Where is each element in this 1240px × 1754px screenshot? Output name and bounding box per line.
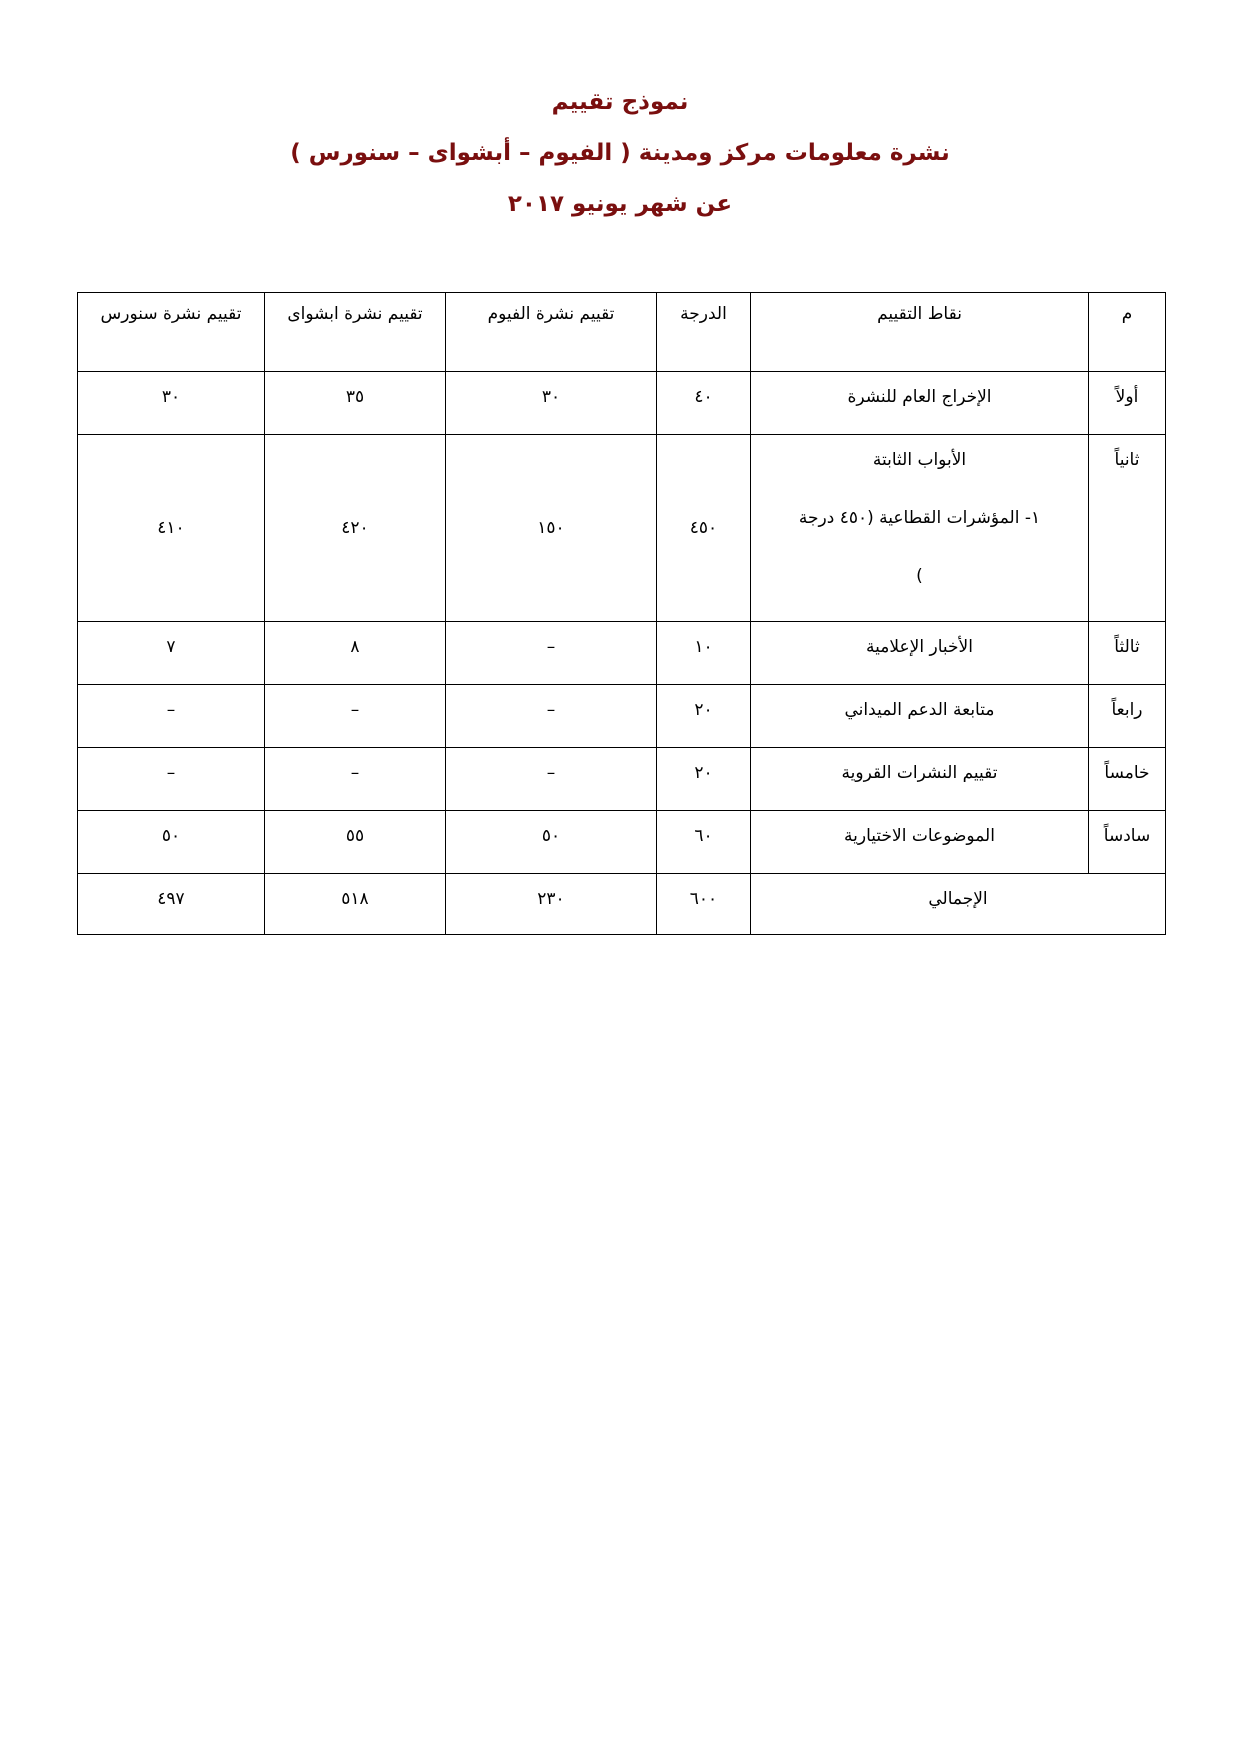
header-points: نقاط التقييم [751, 293, 1089, 372]
table-row [78, 435, 1166, 622]
row-points: الإخراج العام للنشرة [751, 372, 1089, 435]
table-header-row [78, 293, 1166, 372]
row-sinnuris: – [78, 685, 265, 748]
row-index: رابعاً [1089, 685, 1166, 748]
row-degree: ٦٠ [657, 811, 751, 874]
row-points [751, 435, 1089, 622]
row-fayoum: – [446, 685, 657, 748]
header-index: م [1089, 293, 1166, 372]
row-degree: ٤٥٠ [657, 435, 751, 622]
row-degree: ٢٠ [657, 748, 751, 811]
row-degree: ١٠ [657, 622, 751, 685]
row-fayoum: ٣٠ [446, 372, 657, 435]
total-degree: ٦٠٠ [657, 874, 751, 935]
row-sinnuris: ٧ [78, 622, 265, 685]
row-fayoum: ١٥٠ [446, 435, 657, 622]
table-row [78, 748, 1166, 811]
document-header [0, 90, 1240, 216]
row-index: ثالثاً [1089, 622, 1166, 685]
row-ibshway: ٤٢٠ [265, 435, 446, 622]
table-row [78, 685, 1166, 748]
row-degree: ٢٠ [657, 685, 751, 748]
row-points: الأخبار الإعلامية [751, 622, 1089, 685]
row-points: متابعة الدعم الميداني [751, 685, 1089, 748]
total-sinnuris: ٤٩٧ [78, 874, 265, 935]
row-degree: ٤٠ [657, 372, 751, 435]
row-sinnuris: ٣٠ [78, 372, 265, 435]
row-ibshway: ٣٥ [265, 372, 446, 435]
row-points: تقييم النشرات القروية [751, 748, 1089, 811]
row-sinnuris: – [78, 748, 265, 811]
table-row [78, 811, 1166, 874]
row-ibshway: – [265, 685, 446, 748]
points-line3: ) [916, 566, 923, 586]
header-degree: الدرجة [657, 293, 751, 372]
points-title: الأبواب الثابتة [872, 450, 967, 470]
evaluation-table [77, 292, 1166, 935]
row-index: سادساً [1089, 811, 1166, 874]
form-title: نموذج تقييم [551, 89, 689, 115]
header-sinnuris: تقييم نشرة سنورس [78, 293, 265, 372]
row-index: خامساً [1089, 748, 1166, 811]
row-ibshway: ٥٥ [265, 811, 446, 874]
table-total-row [78, 874, 1166, 935]
table-row [78, 622, 1166, 685]
row-index: أولاً [1089, 372, 1166, 435]
table-row [78, 372, 1166, 435]
points-line2: ١- المؤشرات القطاعية (٤٥٠ درجة [798, 508, 1041, 528]
total-label: الإجمالي [751, 874, 1166, 935]
row-sinnuris: ٤١٠ [78, 435, 265, 622]
row-sinnuris: ٥٠ [78, 811, 265, 874]
row-points: الموضوعات الاختيارية [751, 811, 1089, 874]
bulletin-title: نشرة معلومات مركز ومدينة ( الفيوم – أبشواى – سنورس ) [290, 140, 950, 166]
row-ibshway: – [265, 748, 446, 811]
row-fayoum: ٥٠ [446, 811, 657, 874]
row-fayoum: – [446, 748, 657, 811]
header-ibshway: تقييم نشرة ابشواى [265, 293, 446, 372]
total-ibshway: ٥١٨ [265, 874, 446, 935]
total-fayoum: ٢٣٠ [446, 874, 657, 935]
period-title: عن شهر يونيو ٢٠١٧ [507, 191, 733, 217]
row-ibshway: ٨ [265, 622, 446, 685]
row-index: ثانياً [1089, 435, 1166, 622]
header-fayoum: تقييم نشرة الفيوم [446, 293, 657, 372]
row-fayoum: – [446, 622, 657, 685]
